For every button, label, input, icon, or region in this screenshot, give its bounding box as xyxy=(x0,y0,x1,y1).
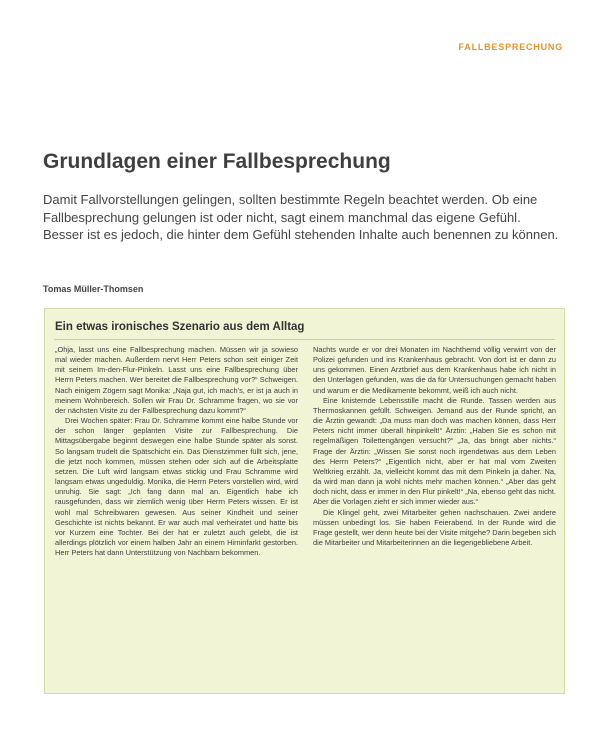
lead-paragraph: Damit Fallvorstellungen gelingen, sollten bestimmte Regeln beachtet werden. Ob eine Fallbesprechung gelungen ist oder nicht, sagt einem manchmal das eigene Gefühl. Besser ist es jedoch, die hinter dem Gefühl stehenden Inhalte auch benennen zu können. xyxy=(43,192,559,242)
box-divider xyxy=(54,339,555,340)
scenario-paragraph: Die Klingel geht, zwei Mitarbeiter gehen nachschauen. Zwei andere müssen unbedingt los. Sie haben Feierabend. In der Runde wird die Frage gestellt, wer denn heute bei der Visite mitgehe? Darin begeben sich die Mitarbeiter und Mitarbeiterinnen an die liegengebliebene Arbeit. xyxy=(313,507,556,547)
scenario-paragraph: Eine knisternde Lebensstille macht die Runde. Tassen werden aus Thermoskannen gefüllt. Schweigen. Jemand aus der Runde spricht, an die Ärztin gewandt: „Da muss man doch was machen können, dass Herr Peters nicht immer überall hinpinkelt!“ Ärztin: „Haben Sie es schon mit regelmäßigen Toilettengängen versucht?“ „Ja, das bringt aber nichts.“ Frage der Ärztin: „Wissen Sie sonst noch irgendetwas aus dem Leben des Herrn Peters?“ „Eigentlich nicht, aber er hat mal vom Zweiten Weltkrieg erzählt. Ja, vielleicht kommt das mit dem Pinkeln ja daher. Na, da wird man dann ja wohl nichts mehr machen können.“ „Aber das geht doch nicht, dass er immer in den Flur pinkelt!“ „Na, ebenso geht das nicht. Aber die Vorlagen zieht er sich immer wieder aus.“ xyxy=(313,395,556,507)
scenario-paragraph: Nachts wurde er vor drei Monaten im Nachthemd völlig verwirrt von der Polizei gefunden und ins Krankenhaus gebracht. Von dort ist er dann zu uns gekommen. Einen Arztbrief aus dem Krankenhaus habe ich nicht in den Unterlagen gefunden, was die da für Untersuchungen gemacht haben und warum er die Medikamente bekommt, weiß ich auch nicht. xyxy=(313,345,556,395)
scenario-paragraph: „Ohja, lasst uns eine Fallbesprechung machen. Müssen wir ja sowieso mal wieder machen. Außerdem nervt Herr Peters schon seit einiger Zeit mit seinem Im-den-Flur-Pinkeln. Lasst uns eine Fallbesprechung über Herrn Peters machen. Wer bereitet die Fallbesprechung vor?“ Schweigen. Nach einigem Zögern sagt Monika: „Naja gut, ich mach’s, er ist ja auch in meinem Wohnbereich. Sollen wir Frau Dr. Schramme fragen, wo sie vor der nächsten Visite zu der Fallbesprechung dazu kommt?“ xyxy=(55,345,298,415)
article-title: Grundlagen einer Fallbesprechung xyxy=(43,150,391,173)
scenario-column-left xyxy=(55,345,298,558)
scenario-paragraph: Drei Wochen später: Frau Dr. Schramme kommt eine halbe Stunde vor der schon länger geplanten Visite zur Fallbesprechung. Die Mittagsübergabe beginnt deswegen eine halbe Stunde später als sonst. So langsam trudelt die Spätschicht ein. Das Dienstzimmer füllt sich, jene, die jetzt noch kommen, müssen stehen oder sich auf die Arbeitsplatte setzen. Die Luft wird langsam etwas stickig und Frau Schramme wird langsam etwas ungeduldig. Monika, die Herrn Peters vorstellen wird, wird unruhig. Sie sagt: „Ich fang dann mal an. Eigentlich habe ich rausgefunden, dass wir ziemlich wenig über Herrn Peters wissen. Er ist wohl mal Schreibwaren gewesen. Aus seiner Kindheit und seiner Geschichte ist nichts bekannt. Er war auch mal verheiratet und hatte bis vor Kurzem eine Tochter. Bei der hat er zuletzt auch gelebt, die ist allerdings plötzlich vor einem halben Jahr an einem Hirninfarkt gestorben. Herr Peters hat dann Unterstützung von Nachbarn bekommen. xyxy=(55,416,298,558)
section-label: FALLBESPRECHUNG xyxy=(458,42,563,52)
author-name: Tomas Müller-Thomsen xyxy=(43,284,144,294)
scenario-box-title: Ein etwas ironisches Szenario aus dem Alltag xyxy=(55,321,305,333)
scenario-box xyxy=(44,308,565,694)
scenario-column-right xyxy=(313,345,556,548)
